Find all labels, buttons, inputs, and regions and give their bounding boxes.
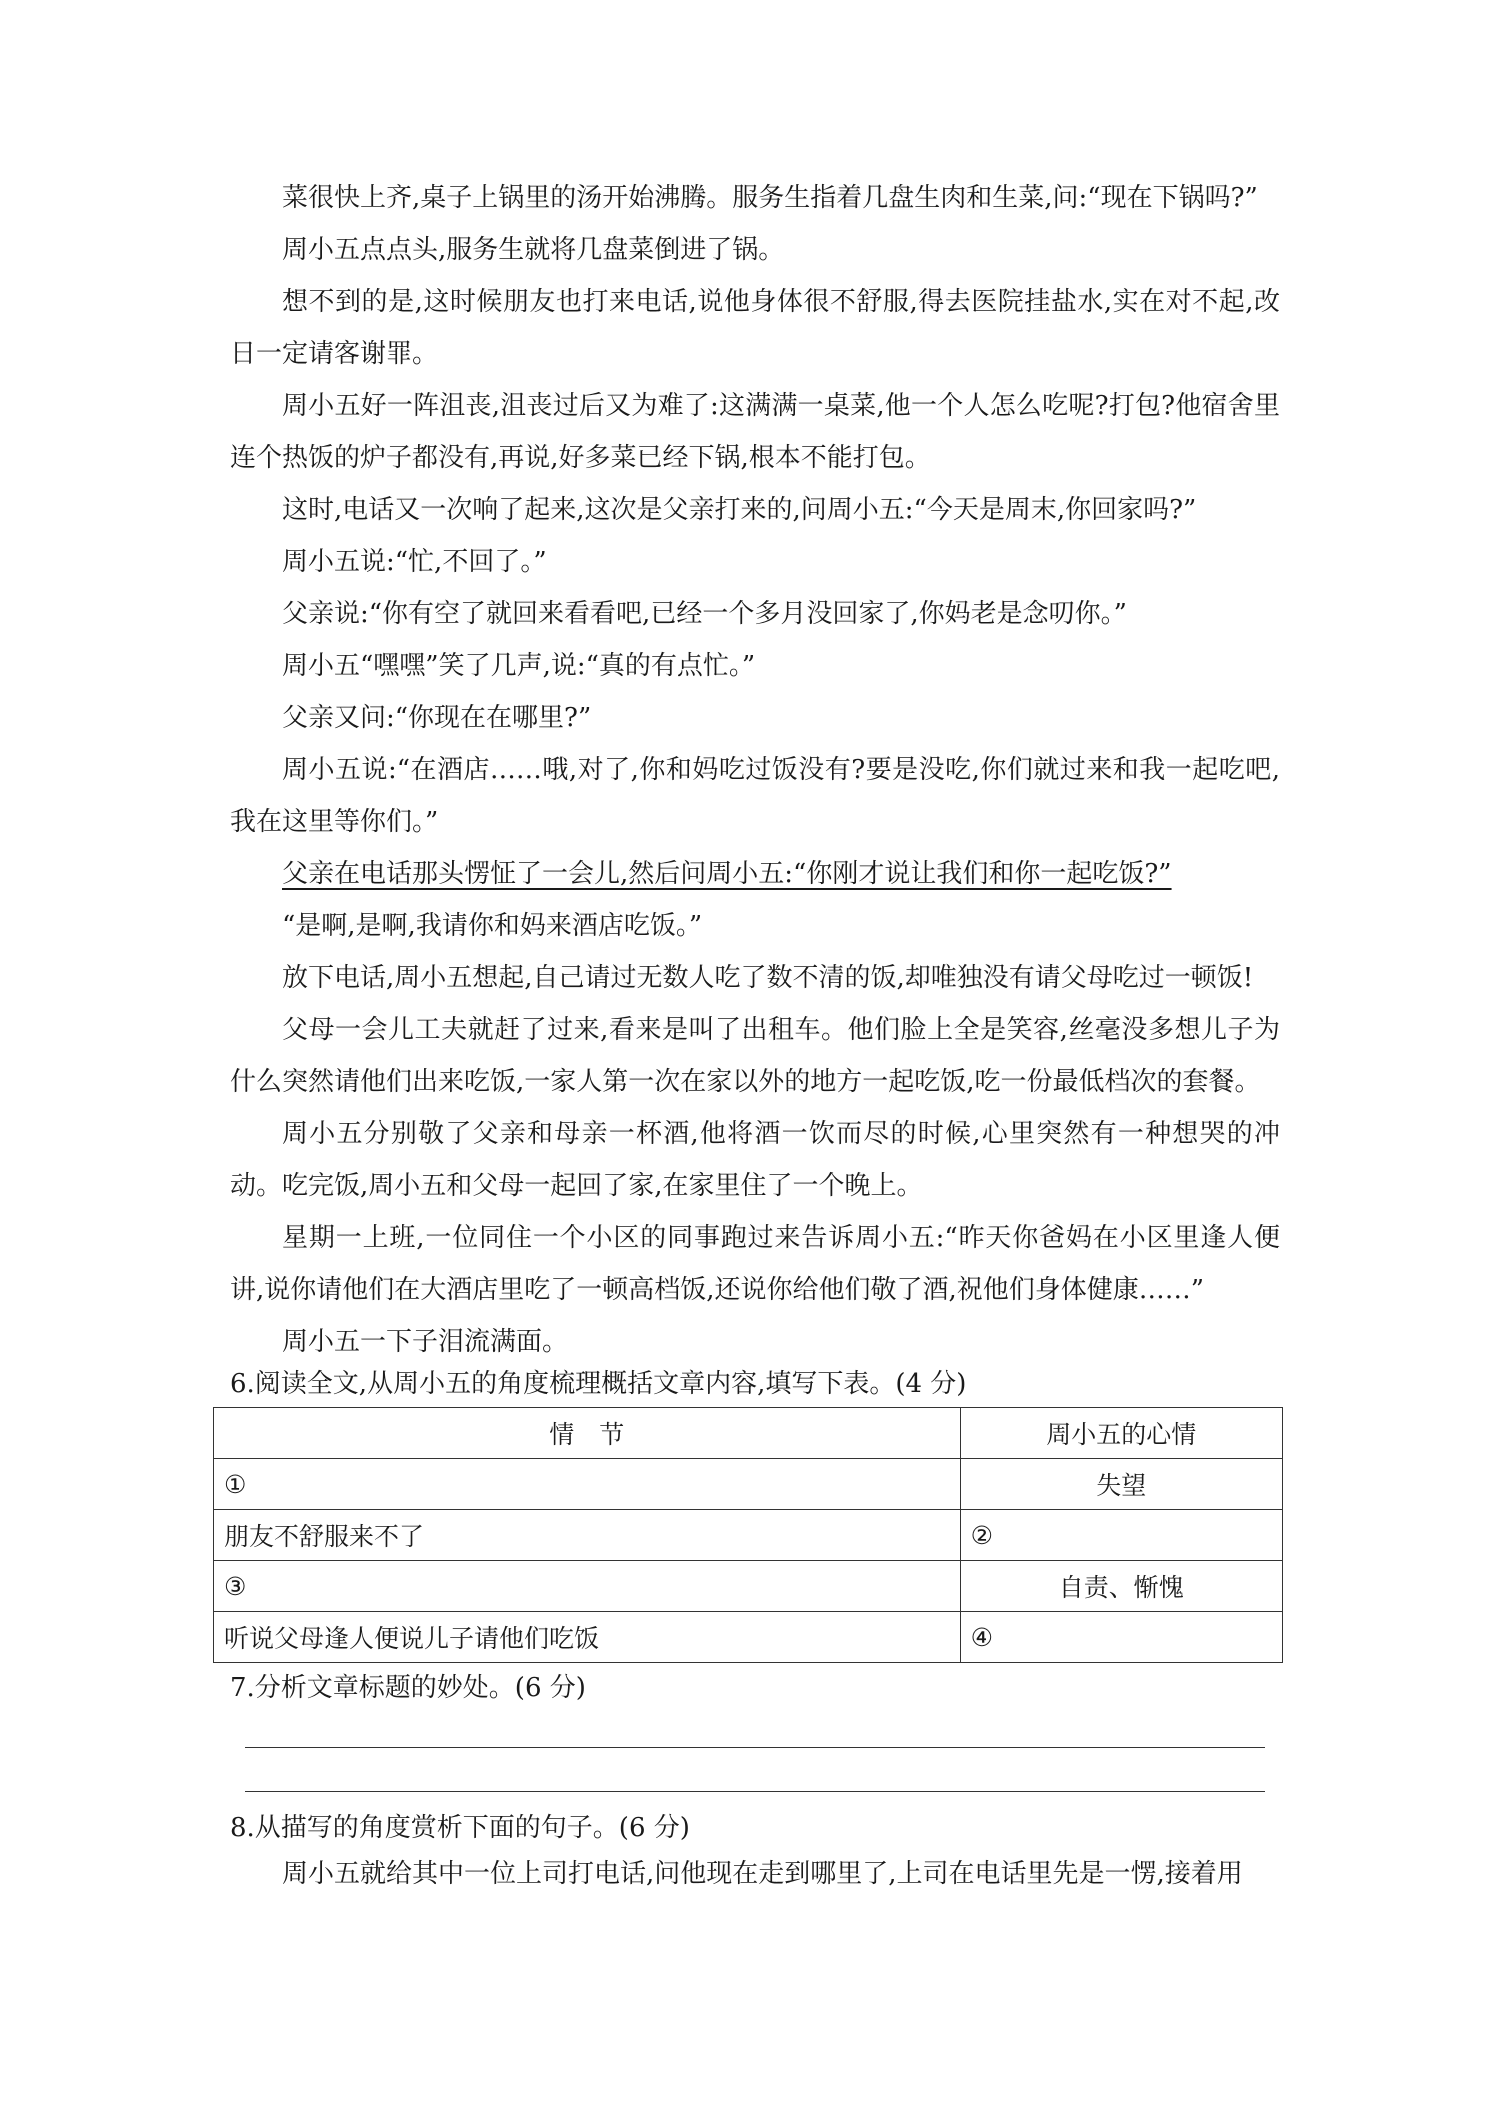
passage-paragraph [230, 484, 1280, 536]
table-header-mood: 周小五的心情 [960, 1408, 1282, 1459]
passage-paragraph [230, 744, 1280, 848]
table-cell-mood[interactable]: ④ [960, 1612, 1282, 1663]
quote-text: 周小五就给其中一位上司打电话,问他现在走到哪里了,上司在电话里先是一愣,接着用 [282, 1859, 1243, 1889]
passage-paragraph [230, 900, 1280, 952]
passage-text: 周小五“嘿嘿”笑了几声,说:“真的有点忙。” [282, 651, 756, 681]
passage-text: 放下电话,周小五想起,自己请过无数人吃了数不清的饭,却唯独没有请父母吃过一顿饭! [282, 963, 1254, 993]
table-cell-mood: 自责、惭愧 [960, 1561, 1282, 1612]
table-header-row [214, 1408, 1283, 1459]
table-header-plot: 情 节 [214, 1408, 961, 1459]
table-cell-plot[interactable]: ③ [214, 1561, 961, 1612]
question-8-prompt: 8.从描写的角度赏析下面的句子。(6 分) [230, 1813, 690, 1843]
passage-text: 父亲说:“你有空了就回来看看吧,已经一个多月没回家了,你妈老是念叨你。” [282, 599, 1127, 629]
passage-text: 周小五好一阵沮丧,沮丧过后又为难了:这满满一桌菜,他一个人怎么吃呢?打包?他宿舍里连个热饭的炉子都没有,再说,好多菜已经下锅,根本不能打包。 [230, 391, 1280, 473]
question-6-table [213, 1407, 1283, 1663]
table-row [214, 1612, 1283, 1663]
passage-paragraph [230, 1212, 1280, 1316]
passage-paragraph [230, 172, 1280, 224]
passage-text: 周小五一下子泪流满面。 [282, 1327, 569, 1357]
question-6-prompt: 6.阅读全文,从周小五的角度梳理概括文章内容,填写下表。(4 分) [230, 1369, 967, 1399]
passage-paragraph-underlined [230, 848, 1280, 900]
table-row [214, 1459, 1283, 1510]
passage-paragraph [230, 380, 1280, 484]
passage-text: 父亲又问:“你现在在哪里?” [282, 703, 592, 733]
question-7-prompt: 7.分析文章标题的妙处。(6 分) [230, 1673, 586, 1703]
passage-text: 周小五分别敬了父亲和母亲一杯酒,他将酒一饮而尽的时候,心里突然有一种想哭的冲动。 [230, 1119, 1280, 1201]
table-cell-plot: 听说父母逢人便说儿子请他们吃饭 [214, 1612, 961, 1663]
table-cell-mood: 失望 [960, 1459, 1282, 1510]
passage-text: 菜很快上齐,桌子上锅里的汤开始沸腾。服务生指着几盘生肉和生菜,问:“现在下锅吗?” [282, 183, 1258, 213]
passage-paragraph [230, 276, 1280, 380]
answer-line[interactable] [245, 1747, 1265, 1748]
passage-text: “是啊,是啊,我请你和妈来酒店吃饭。” [282, 911, 703, 941]
passage-paragraph [230, 640, 1280, 692]
passage-paragraph [230, 692, 1280, 744]
passage-text: 周小五点点头,服务生就将几盘菜倒进了锅。 [282, 235, 785, 265]
passage-text: 想不到的是,这时候朋友也打来电话,说他身体很不舒服,得去医院挂盐水,实在对不起,改日一定请客谢罪。 [230, 287, 1280, 369]
passage-text-underlined: 父亲在电话那头愣怔了一会儿,然后问周小五:“你刚才说让我们和你一起吃饭?” [282, 859, 1172, 889]
table-row [214, 1561, 1283, 1612]
passage-text: 父母一会儿工夫就赶了过来,看来是叫了出租车。他们脸上全是笑容,丝毫没多想儿子为什么突然请他们出来吃饭,一家人第一次在家以外的地方一起吃饭,吃一份最低档次的套餐。 [230, 1015, 1280, 1097]
table-row [214, 1510, 1283, 1561]
table-cell-mood[interactable]: ② [960, 1510, 1282, 1561]
passage-paragraph [230, 588, 1280, 640]
passage-paragraph [230, 536, 1280, 588]
passage-paragraph [230, 952, 1280, 1004]
passage-text: 周小五说:“在酒店……哦,对了,你和妈吃过饭没有?要是没吃,你们就过来和我一起吃吧,我在这里等你们。” [230, 755, 1280, 837]
passage-paragraph [230, 224, 1280, 276]
table-cell-plot[interactable]: ① [214, 1459, 961, 1510]
table-cell-plot: 朋友不舒服来不了 [214, 1510, 961, 1561]
passage-text: 周小五说:“忙,不回了。” [282, 547, 547, 577]
passage-text: 这时,电话又一次响了起来,这次是父亲打来的,问周小五:“今天是周末,你回家吗?” [282, 495, 1197, 525]
passage-paragraph [230, 1316, 1280, 1368]
passage-paragraph [230, 1004, 1280, 1108]
passage-text: 星期一上班,一位同住一个小区的同事跑过来告诉周小五:“昨天你爸妈在小区里逢人便讲,说你请他们在大酒店里吃了一顿高档饭,还说你给他们敬了酒,祝他们身体健康……” [230, 1223, 1280, 1305]
answer-line[interactable] [245, 1791, 1265, 1792]
passage-paragraph [230, 1160, 1280, 1212]
question-8-quote [230, 1848, 1280, 1900]
passage-text: 吃完饭,周小五和父母一起回了家,在家里住了一个晚上。 [282, 1171, 923, 1201]
